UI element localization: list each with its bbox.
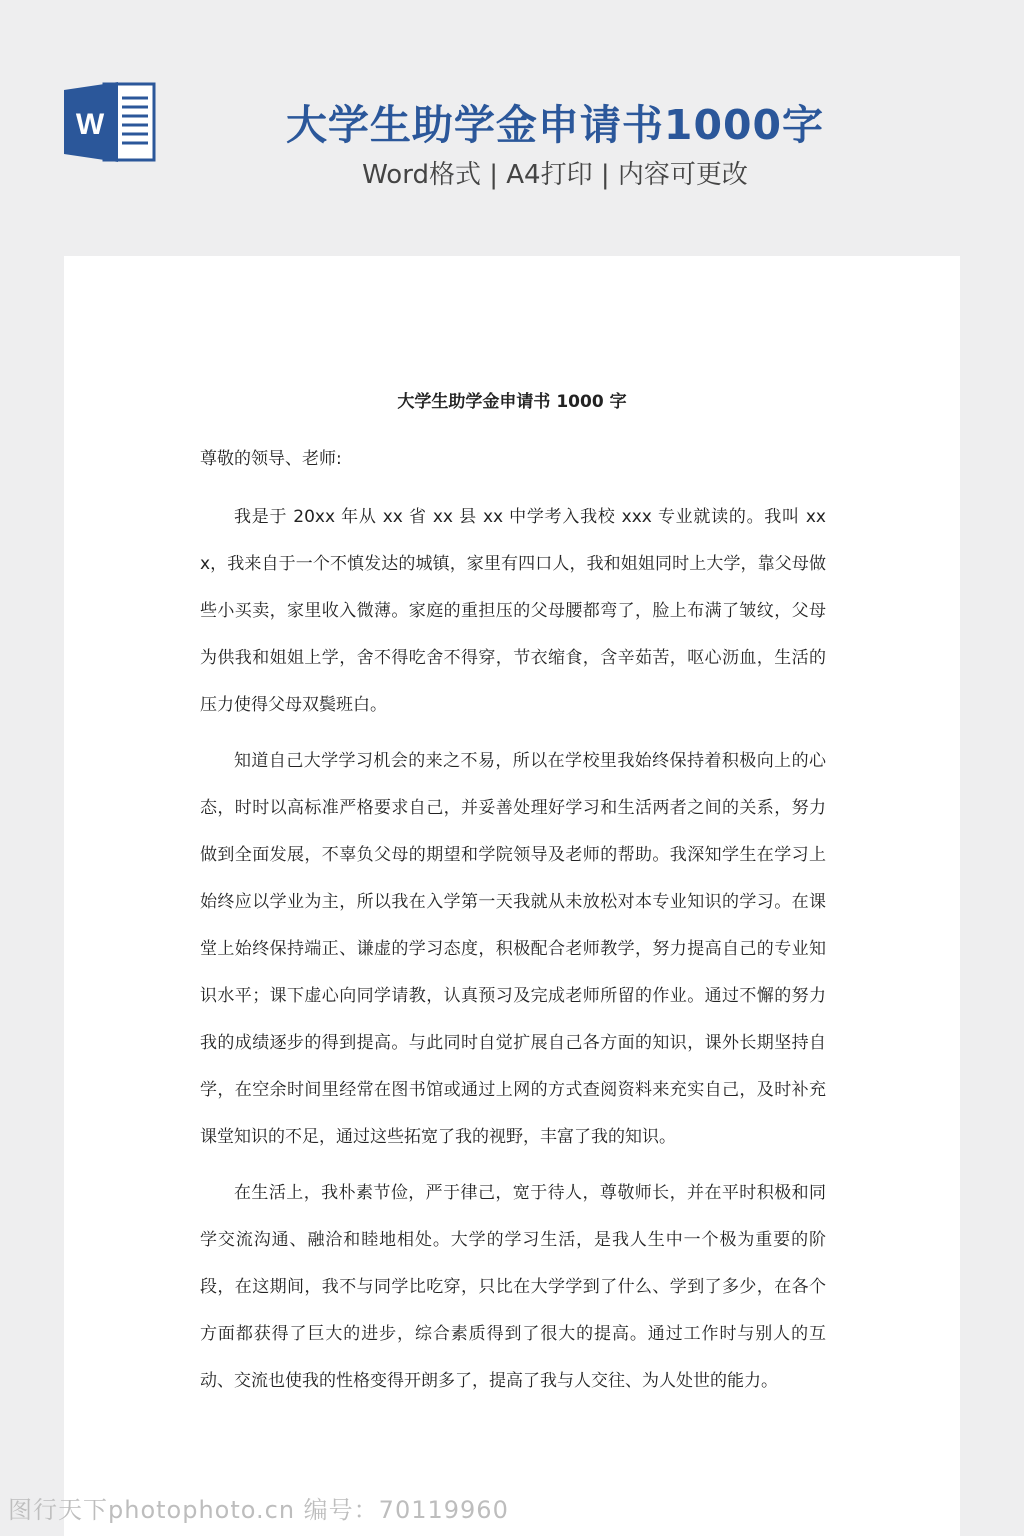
document-title: 大学生助学金申请书 1000 字 [397, 392, 627, 412]
watermark-text: 图行天下photophoto.cn 编号：70119960 [8, 1496, 509, 1524]
document-page [64, 256, 960, 1536]
document-paragraph-3: 在生活上，我朴素节俭，严于律己，宽于待人，尊敬师长，并在平时积极和同学交流沟通、融洽和睦地相处。大学的学习生活，是我人生中一个极为重要的阶段，在这期间，我不与同学比吃穿，只比在大学学到了什么、学到了多少，在各个方面都获得了巨大的进步，综合素质得到了很大的提高。通过工作时与别人的互动、交流也使我的性格变得开朗多了，提高了我与人交往、为人处世的能力。 [200, 1183, 826, 1391]
page-subtitle: Word格式 | A4打印 | 内容可更改 [362, 160, 748, 190]
page-header [0, 0, 1024, 256]
document-salutation: 尊敬的领导、老师: [200, 449, 342, 469]
document-paragraph-1: 我是于 20xx 年从 xx 省 xx 县 xx 中学考入我校 xxx 专业就读的。我叫 xxx，我来自于一个不慎发达的城镇，家里有四口人，我和姐姐同时上大学，靠父母做些小买卖，家里收入微薄。家庭的重担压的父母腰都弯了，脸上布满了皱纹，父母为供我和姐姐上学，舍不得吃舍不得穿，节衣缩食，含辛茹苦，呕心沥血，生活的压力使得父母双鬓班白。 [200, 507, 826, 715]
document-paragraph-2: 知道自己大学学习机会的来之不易，所以在学校里我始终保持着积极向上的心态，时时以高标准严格要求自己，并妥善处理好学习和生活两者之间的关系，努力做到全面发展，不辜负父母的期望和学院领导及老师的帮助。我深知学生在学习上始终应以学业为主，所以我在入学第一天我就从未放松对本专业知识的学习。在课堂上始终保持端正、谦虚的学习态度，积极配合老师教学，努力提高自己的专业知识水平；课下虚心向同学请教，认真预习及完成老师所留的作业。通过不懈的努力我的成绩逐步的得到提高。与此同时自觉扩展自己各方面的知识，课外长期坚持自学，在空余时间里经常在图书馆或通过上网的方式查阅资料来充实自己，及时补充课堂知识的不足，通过这些拓宽了我的视野，丰富了我的知识。 [200, 751, 826, 1147]
word-logo-letter: W [75, 108, 105, 141]
word-document-icon [64, 80, 156, 164]
page-title: 大学生助学金申请书1000字 [285, 101, 825, 149]
